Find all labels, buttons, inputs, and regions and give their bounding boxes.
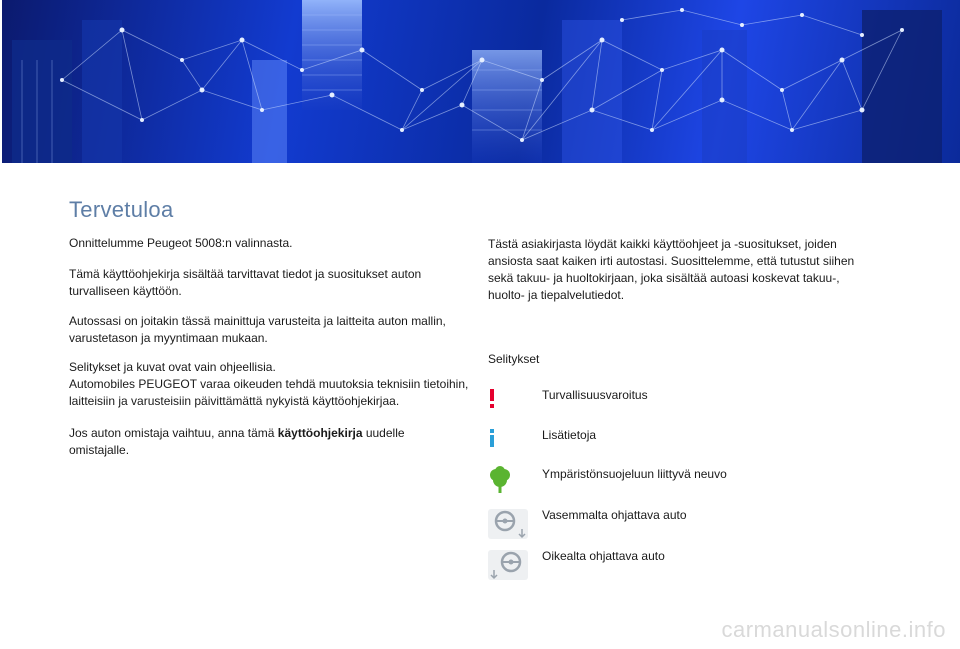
right-hand-drive-icon: [488, 548, 530, 582]
owner-change-text-before: Jos auton omistaja vaihtuu, anna tämä: [69, 426, 278, 440]
legend-heading: Selitykset: [488, 352, 540, 366]
legend-item-right-hand-drive: [488, 548, 788, 580]
legend-label-info: Lisätietoja: [542, 428, 597, 442]
intro-paragraph-2: Tämä käyttöohjekirja sisältää tarvittavat tiedot ja suositukset auton turvalliseen käyttöön.: [69, 267, 422, 298]
legend-label-left-hand-drive: Vasemmalta ohjattava auto: [542, 508, 687, 522]
intro-paragraph-4: Selitykset ja kuvat ovat vain ohjeellisia.: [69, 360, 276, 374]
owner-change-paragraph: [69, 425, 429, 459]
legend-item-left-hand-drive: [488, 507, 788, 539]
page-title: Tervetuloa: [69, 197, 174, 222]
legend-item-warning: [488, 387, 788, 419]
header-image: [2, 0, 960, 163]
legend-label-environment: Ympäristönsuojeluun liittyvä neuvo: [542, 467, 727, 481]
network-city-illustration: [2, 0, 960, 163]
watermark: carmanualsonline.info: [721, 617, 946, 642]
tree-icon: [488, 466, 512, 494]
intro-paragraph-3: Autossasi on joitakin tässä mainittuja varusteita ja laitteita auton mallin, varustetason ja myyntimaan mukaan.: [69, 314, 446, 345]
legend-item-info: [488, 427, 788, 459]
intro-paragraph-5: Automobiles PEUGEOT varaa oikeuden tehdä muutoksia teknisiin tietoihin, laitteisiin ja varusteisiin päivittämättä nykyistä käyttöohjekirjaa.: [69, 377, 469, 408]
legend-label-warning: Turvallisuusvaroitus: [542, 388, 648, 402]
owner-change-bold: käyttöohjekirja: [277, 426, 363, 440]
right-paragraph: Tästä asiakirjasta löydät kaikki käyttöohjeet ja -suositukset, joiden ansiosta saat kaiken irti autostasi. Suosittelemme, että tutustut siihen sekä takuu- ja huoltokirjaan, joka sisältää autoasi koskevat takuu-, huolto- ja tiepalvelutiedot.: [488, 237, 855, 302]
warning-icon: [488, 387, 502, 409]
owner-change-text-after: uudelle omistajalle.: [69, 426, 405, 457]
left-hand-drive-icon: [488, 507, 530, 541]
info-icon: [488, 427, 502, 449]
legend-item-environment: [488, 466, 788, 498]
legend-label-right-hand-drive: Oikealta ohjattava auto: [542, 549, 665, 563]
intro-paragraph-1: Onnittelumme Peugeot 5008:n valinnasta.: [69, 236, 293, 250]
